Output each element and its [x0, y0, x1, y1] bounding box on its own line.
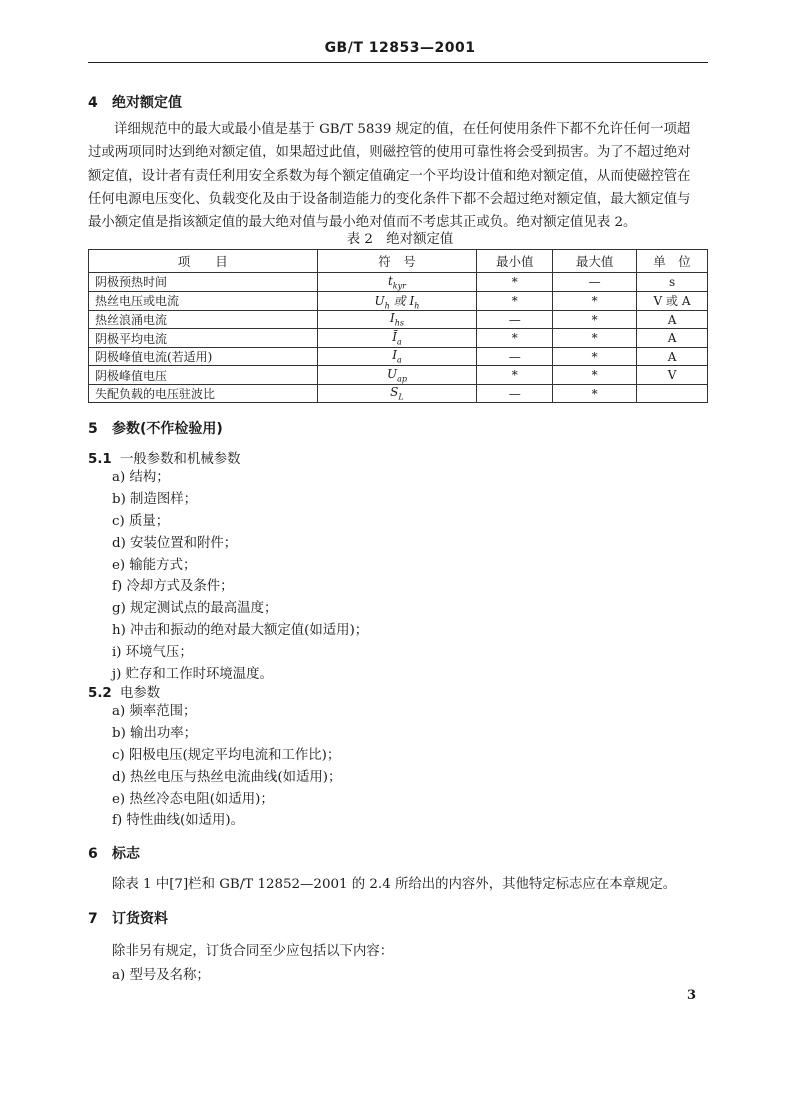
- list-item: b) 制造图样；: [112, 491, 198, 507]
- subsection-5-1-heading: [88, 448, 241, 467]
- table-cell-min: *: [477, 291, 553, 310]
- paragraph-line: 额定值，设计者有责任利用安全系数为每个额定值确定一个平均设计值和绝对额定值，从而使磁控管在: [88, 168, 691, 184]
- header-item: 项 目: [89, 250, 318, 273]
- list-item: a) 型号及名称；: [112, 968, 210, 983]
- section-number: 6: [88, 846, 98, 862]
- table-cell-unit: A: [637, 329, 708, 348]
- section-title: 绝对额定值: [112, 95, 182, 111]
- section-number: 4: [88, 95, 98, 111]
- subsection-number: 5.1: [88, 452, 112, 467]
- table-2: [88, 249, 708, 403]
- table-cell-max: *: [553, 384, 637, 403]
- table-cell-min: —: [477, 310, 553, 329]
- subsection-title: 电参数: [120, 686, 161, 701]
- paragraph-line: 最小额定值是指该额定值的最大绝对值与最小绝对值而不考虑其正或负。绝对额定值见表 2。: [88, 215, 637, 231]
- table-cell-item: 阴极峰值电流(若适用): [89, 347, 318, 366]
- list-item: e) 热丝冷态电阻(如适用)；: [112, 791, 274, 807]
- list-item: b) 输出功率；: [112, 725, 198, 741]
- list-item: c) 阳极电压(规定平均电流和工作比)；: [112, 747, 341, 763]
- table-cell-max: *: [553, 366, 637, 385]
- list-item: i) 环境气压；: [112, 645, 193, 661]
- list-item: d) 安装位置和附件；: [112, 535, 238, 551]
- list-item: g) 规定测试点的最高温度；: [112, 601, 278, 617]
- table-cell-symbol: $I_a$: [317, 347, 477, 366]
- table-cell-unit: V: [637, 366, 708, 385]
- table-row: [89, 384, 708, 403]
- table-cell-unit: A: [637, 310, 708, 329]
- header-rule: [88, 62, 708, 63]
- table-cell-unit: A: [637, 347, 708, 366]
- table-cell-min: *: [477, 273, 553, 292]
- header-unit: 单 位: [637, 250, 708, 273]
- table-cell-symbol: $S_L$: [317, 384, 477, 403]
- table-cell-item: 热丝电压或电流: [89, 291, 318, 310]
- table-cell-symbol: $t_{kyr}$: [317, 273, 477, 292]
- header-min: 最小值: [477, 250, 553, 273]
- paragraph-line: 过或两项同时达到绝对额定值，如果超过此值，则磁控管的使用可靠性将会受到损害。为了不超过绝对: [88, 145, 691, 161]
- table-cell-max: *: [553, 329, 637, 348]
- header-max: 最大值: [553, 250, 637, 273]
- section-title: 标志: [112, 846, 140, 862]
- table-cell-symbol: $Ī_a$: [317, 329, 477, 348]
- table-cell-min: *: [477, 366, 553, 385]
- list-item: h) 冲击和振动的绝对最大额定值(如适用)；: [112, 623, 369, 639]
- section-title: 参数(不作检验用): [112, 421, 223, 437]
- header-standard-code: GB/T 12853—2001: [324, 40, 476, 56]
- table-cell-unit: [637, 384, 708, 403]
- table-row: [89, 310, 708, 329]
- section-6-text: 除表 1 中[7]栏和 GB/T 12852—2001 的 2.4 所给出的内容外，其他特定标志应在本章规定。: [112, 877, 677, 892]
- section-4-paragraph: [88, 118, 708, 234]
- list-item: a) 结构；: [112, 470, 170, 485]
- table-2-caption: 表 2 绝对额定值: [346, 232, 454, 247]
- subsection-5-1-list: [112, 467, 368, 686]
- table-cell-max: *: [553, 291, 637, 310]
- table-row: [89, 347, 708, 366]
- table-cell-item: 阴极峰值电压: [89, 366, 318, 385]
- table-row: [89, 273, 708, 292]
- list-item: j) 贮存和工作时环境温度。: [112, 667, 273, 683]
- list-item: c) 质量；: [112, 513, 170, 529]
- table-cell-min: —: [477, 347, 553, 366]
- table-cell-min: *: [477, 329, 553, 348]
- section-7-heading: [88, 908, 168, 928]
- table-row: [89, 329, 708, 348]
- section-number: 7: [88, 911, 98, 927]
- list-item: e) 输能方式；: [112, 557, 197, 573]
- list-item: d) 热丝电压与热丝电流曲线(如适用)；: [112, 769, 342, 785]
- table-cell-item: 阴极预热时间: [89, 273, 318, 292]
- table-header-row: [89, 250, 708, 273]
- paragraph-line: 任何电源电压变化、负载变化及由于设备制造能力的变化条件下都不会超过绝对额定值，最大额定值与: [88, 191, 691, 207]
- table-cell-item: 失配负载的电压驻波比: [89, 384, 318, 403]
- list-item: f) 特性曲线(如适用)。: [112, 813, 245, 829]
- section-5-heading: [88, 418, 223, 438]
- table-row: [89, 291, 708, 310]
- table-cell-symbol: $U_{ap}$: [317, 366, 477, 385]
- subsection-5-2-list: [112, 701, 341, 832]
- section-6-heading: [88, 843, 140, 863]
- section-title: 订货资料: [112, 911, 168, 927]
- table-cell-symbol: $I_{hs}$: [317, 310, 477, 329]
- section-7-text: 除非另有规定，订货合同至少应包括以下内容：: [112, 944, 394, 959]
- subsection-5-2-heading: [88, 682, 160, 701]
- table-cell-max: —: [553, 273, 637, 292]
- subsection-title: 一般参数和机械参数: [120, 452, 241, 467]
- table-cell-unit: s: [637, 273, 708, 292]
- table-row: [89, 366, 708, 385]
- section-4-heading: [88, 92, 182, 112]
- table-cell-min: —: [477, 384, 553, 403]
- table-cell-max: *: [553, 347, 637, 366]
- section-number: 5: [88, 421, 98, 437]
- table-cell-unit: V 或 A: [637, 291, 708, 310]
- table-cell-symbol: $U_h$ 或 $I_h$: [317, 291, 477, 310]
- table-cell-max: *: [553, 310, 637, 329]
- paragraph-line: 详细规范中的最大或最小值是基于 GB/T 5839 规定的值，在任何使用条件下都不允许任何一项超: [114, 122, 691, 137]
- table-cell-item: 阴极平均电流: [89, 329, 318, 348]
- page-number: 3: [687, 988, 697, 1003]
- list-item: a) 频率范围；: [112, 704, 197, 719]
- subsection-number: 5.2: [88, 686, 112, 701]
- header-symbol: 符 号: [317, 250, 477, 273]
- list-item: f) 冷却方式及条件；: [112, 579, 234, 595]
- table-cell-item: 热丝浪涌电流: [89, 310, 318, 329]
